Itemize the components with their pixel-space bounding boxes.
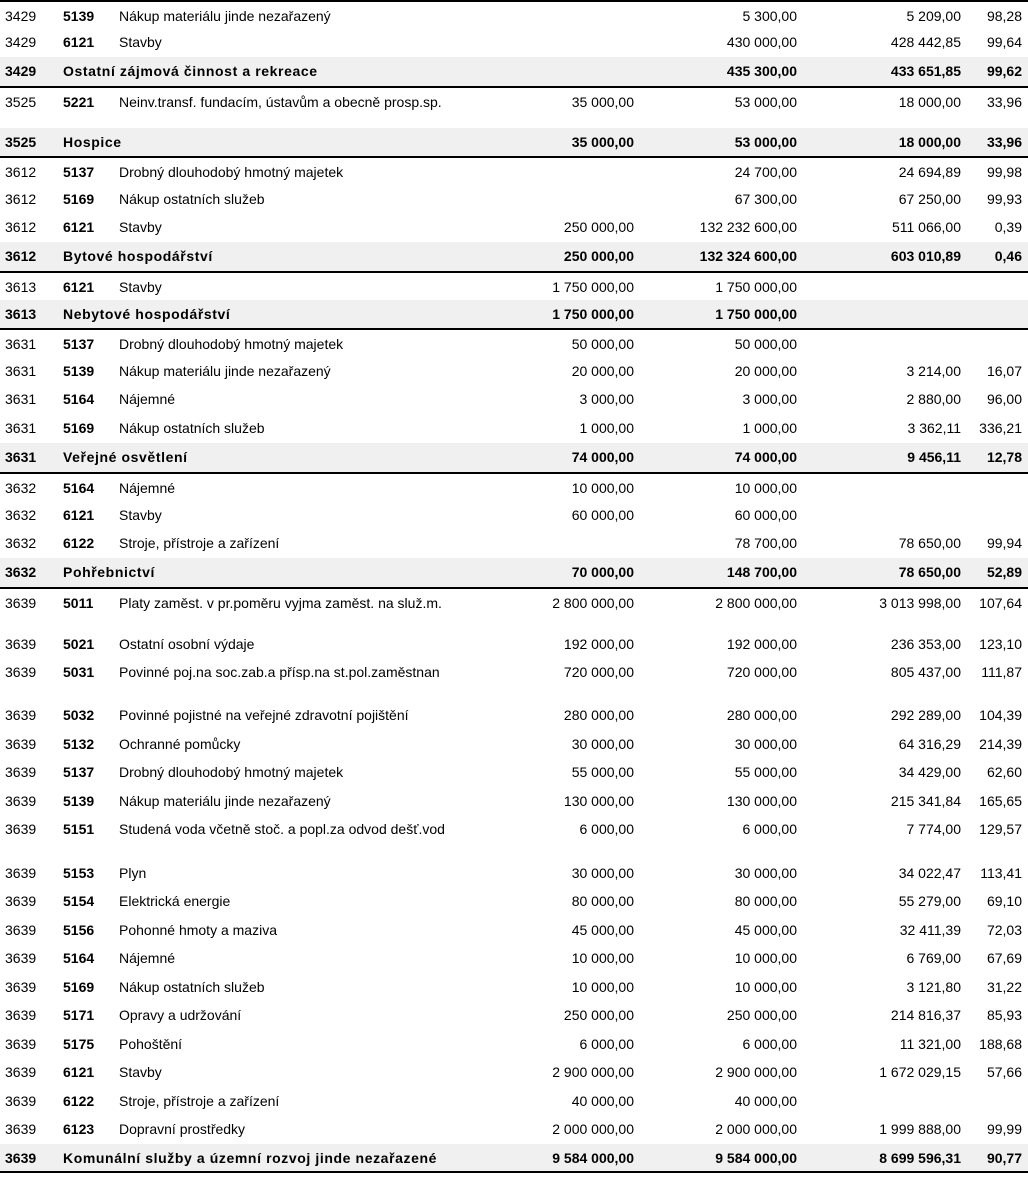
item-code: 6121 bbox=[63, 507, 95, 523]
paragraph-code: 3429 bbox=[5, 8, 37, 24]
item-name: Dopravní prostředky bbox=[119, 1121, 246, 1137]
budget-approved: 10 000,00 bbox=[571, 979, 634, 995]
percent-fulfilled: 99,99 bbox=[986, 1121, 1022, 1137]
budget-approved: 9 584 000,00 bbox=[552, 1150, 634, 1166]
paragraph-code: 3639 bbox=[5, 821, 37, 837]
actual-spent: 292 289,00 bbox=[890, 707, 961, 723]
actual-spent: 5 209,00 bbox=[906, 8, 961, 24]
percent-fulfilled: 99,64 bbox=[986, 34, 1022, 50]
actual-spent: 3 214,00 bbox=[906, 363, 961, 379]
budget-adjusted: 10 000,00 bbox=[734, 950, 797, 966]
table-row bbox=[0, 414, 1028, 443]
subtotal-row bbox=[0, 300, 1028, 328]
budget-adjusted: 55 000,00 bbox=[734, 764, 797, 780]
actual-spent: 78 650,00 bbox=[898, 535, 961, 551]
item-name: Elektrická energie bbox=[119, 893, 231, 909]
percent-fulfilled: 12,78 bbox=[986, 449, 1022, 465]
item-code: 5151 bbox=[63, 821, 95, 837]
budget-adjusted: 132 324 600,00 bbox=[699, 248, 797, 264]
actual-spent: 7 774,00 bbox=[906, 821, 961, 837]
item-code: 5139 bbox=[63, 8, 95, 24]
percent-fulfilled: 96,00 bbox=[986, 391, 1022, 407]
paragraph-code: 3639 bbox=[5, 1150, 37, 1166]
item-code: 5171 bbox=[63, 1007, 95, 1023]
subtotal-row bbox=[0, 57, 1028, 86]
paragraph-code: 3631 bbox=[5, 420, 37, 436]
table-row bbox=[0, 28, 1028, 57]
table-row bbox=[0, 630, 1028, 658]
budget-adjusted: 250 000,00 bbox=[726, 1007, 797, 1023]
percent-fulfilled: 104,39 bbox=[979, 707, 1022, 723]
item-code: 5169 bbox=[63, 191, 95, 207]
item-name: Ostatní osobní výdaje bbox=[119, 636, 255, 652]
paragraph-code: 3632 bbox=[5, 480, 37, 496]
item-code: 5137 bbox=[63, 336, 95, 352]
budget-approved: 50 000,00 bbox=[571, 336, 634, 352]
paragraph-code: 3631 bbox=[5, 391, 37, 407]
percent-fulfilled: 99,62 bbox=[986, 63, 1022, 79]
table-row bbox=[0, 587, 1028, 630]
percent-fulfilled: 188,68 bbox=[979, 1036, 1022, 1052]
table-row bbox=[0, 887, 1028, 916]
table-row bbox=[0, 815, 1028, 859]
paragraph-code: 3612 bbox=[5, 248, 37, 264]
item-code: 5137 bbox=[63, 764, 95, 780]
actual-spent: 18 000,00 bbox=[898, 134, 961, 150]
budget-approved: 1 750 000,00 bbox=[552, 279, 634, 295]
item-name: Studená voda včetně stoč. a popl.za odvod dešť.vod bbox=[119, 821, 445, 837]
budget-approved: 35 000,00 bbox=[571, 134, 634, 150]
percent-fulfilled: 113,41 bbox=[980, 865, 1022, 881]
table-row bbox=[0, 730, 1028, 758]
budget-adjusted: 74 000,00 bbox=[734, 449, 797, 465]
percent-fulfilled: 214,39 bbox=[979, 736, 1022, 752]
paragraph-code: 3639 bbox=[5, 1007, 37, 1023]
actual-spent: 34 022,47 bbox=[898, 865, 961, 881]
paragraph-code: 3639 bbox=[5, 1093, 37, 1109]
percent-fulfilled: 67,69 bbox=[986, 950, 1022, 966]
budget-adjusted: 80 000,00 bbox=[734, 893, 797, 909]
paragraph-code: 3639 bbox=[5, 1064, 37, 1080]
item-name: Stavby bbox=[119, 507, 162, 523]
budget-approved: 40 000,00 bbox=[571, 1093, 634, 1109]
item-name: Pohoštění bbox=[119, 1036, 183, 1052]
percent-fulfilled: 31,22 bbox=[986, 979, 1022, 995]
item-name: Nákup materiálu jinde nezařazený bbox=[119, 363, 331, 379]
budget-approved: 30 000,00 bbox=[571, 865, 634, 881]
item-code: 5175 bbox=[63, 1036, 95, 1052]
item-code: 5169 bbox=[63, 979, 95, 995]
budget-adjusted: 30 000,00 bbox=[734, 736, 797, 752]
table-row bbox=[0, 529, 1028, 558]
paragraph-code: 3639 bbox=[5, 707, 37, 723]
percent-fulfilled: 107,64 bbox=[979, 595, 1022, 611]
actual-spent: 1 672 029,15 bbox=[879, 1064, 961, 1080]
actual-spent: 428 442,85 bbox=[890, 34, 961, 50]
item-code: 5021 bbox=[63, 636, 95, 652]
item-code: 5139 bbox=[63, 793, 95, 809]
table-row bbox=[0, 385, 1028, 414]
actual-spent: 24 694,89 bbox=[898, 164, 961, 180]
item-code: 5032 bbox=[63, 707, 95, 723]
paragraph-code: 3631 bbox=[5, 363, 37, 379]
paragraph-code: 3613 bbox=[5, 306, 37, 322]
budget-approved: 30 000,00 bbox=[571, 736, 634, 752]
budget-approved: 74 000,00 bbox=[571, 449, 634, 465]
table-row bbox=[0, 787, 1028, 815]
budget-approved: 70 000,00 bbox=[571, 564, 634, 580]
budget-adjusted: 130 000,00 bbox=[726, 793, 797, 809]
table-row bbox=[0, 86, 1028, 128]
item-code: 6122 bbox=[63, 1093, 95, 1109]
table-row bbox=[0, 472, 1028, 501]
item-code: 6121 bbox=[63, 219, 95, 235]
subtotal-label: Ostatní zájmová činnost a rekreace bbox=[63, 63, 318, 79]
budget-approved: 35 000,00 bbox=[571, 94, 634, 110]
item-code: 5153 bbox=[63, 865, 95, 881]
item-name: Platy zaměst. v pr.poměru vyjma zaměst. na služ.m. bbox=[119, 595, 442, 611]
item-code: 5221 bbox=[63, 94, 95, 110]
actual-spent: 6 769,00 bbox=[906, 950, 961, 966]
budget-adjusted: 53 000,00 bbox=[734, 134, 797, 150]
subtotal-row bbox=[0, 242, 1028, 271]
item-code: 6121 bbox=[63, 1064, 95, 1080]
table-row bbox=[0, 156, 1028, 185]
paragraph-code: 3429 bbox=[5, 63, 37, 79]
budget-adjusted: 430 000,00 bbox=[726, 34, 797, 50]
item-name: Stavby bbox=[119, 279, 162, 295]
paragraph-code: 3632 bbox=[5, 507, 37, 523]
subtotal-row bbox=[0, 443, 1028, 472]
budget-adjusted: 148 700,00 bbox=[726, 564, 797, 580]
item-name: Stavby bbox=[119, 34, 162, 50]
table-row bbox=[0, 1001, 1028, 1030]
percent-fulfilled: 33,96 bbox=[986, 94, 1022, 110]
percent-fulfilled: 69,10 bbox=[986, 893, 1022, 909]
actual-spent: 55 279,00 bbox=[898, 893, 961, 909]
paragraph-code: 3639 bbox=[5, 922, 37, 938]
item-name: Drobný dlouhodobý hmotný majetek bbox=[119, 164, 344, 180]
table-row bbox=[0, 758, 1028, 787]
item-name: Plyn bbox=[119, 865, 147, 881]
budget-adjusted: 45 000,00 bbox=[734, 922, 797, 938]
percent-fulfilled: 99,98 bbox=[986, 164, 1022, 180]
percent-fulfilled: 0,39 bbox=[994, 219, 1022, 235]
budget-adjusted: 67 300,00 bbox=[734, 191, 797, 207]
budget-adjusted: 1 750 000,00 bbox=[715, 306, 797, 322]
budget-adjusted: 2 900 000,00 bbox=[715, 1064, 797, 1080]
budget-approved: 6 000,00 bbox=[579, 1036, 634, 1052]
budget-adjusted: 2 800 000,00 bbox=[715, 595, 797, 611]
item-code: 5169 bbox=[63, 420, 95, 436]
subtotal-label: Hospice bbox=[63, 134, 122, 150]
percent-fulfilled: 90,77 bbox=[986, 1150, 1022, 1166]
budget-adjusted: 720 000,00 bbox=[726, 664, 797, 680]
subtotal-label: Veřejné osvětlení bbox=[63, 449, 188, 465]
percent-fulfilled: 16,07 bbox=[986, 363, 1022, 379]
paragraph-code: 3639 bbox=[5, 979, 37, 995]
subtotal-row bbox=[0, 558, 1028, 587]
item-code: 5031 bbox=[63, 664, 95, 680]
actual-spent: 11 321,00 bbox=[899, 1036, 961, 1052]
actual-spent: 64 316,29 bbox=[898, 736, 961, 752]
actual-spent: 603 010,89 bbox=[890, 248, 961, 264]
budget-approved: 192 000,00 bbox=[563, 636, 634, 652]
budget-approved: 80 000,00 bbox=[571, 893, 634, 909]
actual-spent: 9 456,11 bbox=[907, 449, 961, 465]
budget-adjusted: 2 000 000,00 bbox=[715, 1121, 797, 1137]
item-name: Stroje, přístroje a zařízení bbox=[119, 1093, 280, 1109]
paragraph-code: 3639 bbox=[5, 793, 37, 809]
paragraph-code: 3639 bbox=[5, 1036, 37, 1052]
subtotal-label: Bytové hospodářství bbox=[63, 248, 213, 264]
paragraph-code: 3525 bbox=[5, 134, 37, 150]
actual-spent: 215 341,84 bbox=[890, 793, 961, 809]
item-code: 5137 bbox=[63, 164, 95, 180]
item-name: Nájemné bbox=[119, 480, 176, 496]
item-code: 5164 bbox=[63, 950, 95, 966]
table-row bbox=[0, 973, 1028, 1001]
item-code: 5156 bbox=[63, 922, 95, 938]
paragraph-code: 3639 bbox=[5, 764, 37, 780]
actual-spent: 3 121,80 bbox=[906, 979, 961, 995]
table-row bbox=[0, 185, 1028, 213]
percent-fulfilled: 129,57 bbox=[979, 821, 1022, 837]
percent-fulfilled: 62,60 bbox=[986, 764, 1022, 780]
table-row bbox=[0, 1087, 1028, 1115]
item-name: Ochranné pomůcky bbox=[119, 736, 241, 752]
budget-adjusted: 6 000,00 bbox=[742, 1036, 797, 1052]
actual-spent: 32 411,39 bbox=[899, 922, 961, 938]
budget-adjusted: 78 700,00 bbox=[734, 535, 797, 551]
table-row bbox=[0, 1115, 1028, 1144]
paragraph-code: 3639 bbox=[5, 893, 37, 909]
actual-spent: 433 651,85 bbox=[890, 63, 961, 79]
subtotal-row bbox=[0, 1144, 1028, 1173]
table-row bbox=[0, 944, 1028, 973]
budget-approved: 720 000,00 bbox=[563, 664, 634, 680]
budget-approved: 2 900 000,00 bbox=[552, 1064, 634, 1080]
percent-fulfilled: 123,10 bbox=[979, 636, 1022, 652]
actual-spent: 34 429,00 bbox=[898, 764, 961, 780]
table-row bbox=[0, 916, 1028, 944]
item-code: 5164 bbox=[63, 391, 95, 407]
percent-fulfilled: 52,89 bbox=[986, 564, 1022, 580]
budget-approved: 250 000,00 bbox=[563, 248, 634, 264]
percent-fulfilled: 165,65 bbox=[979, 793, 1022, 809]
budget-adjusted: 280 000,00 bbox=[726, 707, 797, 723]
actual-spent: 2 880,00 bbox=[906, 391, 961, 407]
budget-approved: 2 000 000,00 bbox=[552, 1121, 634, 1137]
budget-approved: 1 750 000,00 bbox=[552, 306, 634, 322]
actual-spent: 214 816,37 bbox=[890, 1007, 961, 1023]
item-name: Drobný dlouhodobý hmotný majetek bbox=[119, 764, 344, 780]
item-name: Nákup ostatních služeb bbox=[119, 191, 265, 207]
budget-approved: 2 800 000,00 bbox=[552, 595, 634, 611]
budget-adjusted: 1 000,00 bbox=[742, 420, 797, 436]
paragraph-code: 3639 bbox=[5, 595, 37, 611]
table-row bbox=[0, 328, 1028, 357]
budget-adjusted: 3 000,00 bbox=[742, 391, 797, 407]
budget-approved: 60 000,00 bbox=[571, 507, 634, 523]
item-code: 6123 bbox=[63, 1121, 95, 1137]
actual-spent: 8 699 596,31 bbox=[879, 1150, 961, 1166]
item-name: Povinné pojistné na veřejné zdravotní pojištění bbox=[119, 707, 409, 723]
table-row bbox=[0, 859, 1028, 887]
percent-fulfilled: 99,94 bbox=[986, 535, 1022, 551]
subtotal-label: Komunální služby a územní rozvoj jinde nezařazené bbox=[63, 1150, 438, 1166]
percent-fulfilled: 98,28 bbox=[986, 8, 1022, 24]
paragraph-code: 3631 bbox=[5, 336, 37, 352]
subtotal-label: Pohřebnictví bbox=[63, 564, 155, 580]
percent-fulfilled: 57,66 bbox=[986, 1064, 1022, 1080]
budget-adjusted: 5 300,00 bbox=[742, 8, 797, 24]
item-name: Stavby bbox=[119, 1064, 162, 1080]
item-name: Nájemné bbox=[119, 950, 176, 966]
paragraph-code: 3639 bbox=[5, 1121, 37, 1137]
budget-approved: 3 000,00 bbox=[579, 391, 634, 407]
budget-adjusted: 132 232 600,00 bbox=[699, 219, 797, 235]
item-name: Nákup materiálu jinde nezařazený bbox=[119, 793, 331, 809]
budget-adjusted: 6 000,00 bbox=[742, 821, 797, 837]
budget-approved: 280 000,00 bbox=[563, 707, 634, 723]
item-code: 6122 bbox=[63, 535, 95, 551]
budget-approved: 130 000,00 bbox=[563, 793, 634, 809]
paragraph-code: 3632 bbox=[5, 564, 37, 580]
budget-adjusted: 50 000,00 bbox=[734, 336, 797, 352]
budget-adjusted: 53 000,00 bbox=[734, 94, 797, 110]
item-name: Drobný dlouhodobý hmotný majetek bbox=[119, 336, 344, 352]
paragraph-code: 3525 bbox=[5, 94, 37, 110]
item-code: 5011 bbox=[63, 595, 94, 611]
subtotal-label: Nebytové hospodářství bbox=[63, 306, 231, 322]
budget-approved: 250 000,00 bbox=[563, 1007, 634, 1023]
percent-fulfilled: 99,93 bbox=[986, 191, 1022, 207]
actual-spent: 3 013 998,00 bbox=[879, 595, 961, 611]
paragraph-code: 3612 bbox=[5, 191, 37, 207]
paragraph-code: 3612 bbox=[5, 219, 37, 235]
item-name: Povinné poj.na soc.zab.a přísp.na st.pol.zaměstnan bbox=[119, 664, 440, 680]
item-name: Opravy a udržování bbox=[119, 1007, 242, 1023]
paragraph-code: 3613 bbox=[5, 279, 37, 295]
paragraph-code: 3612 bbox=[5, 164, 37, 180]
table-row bbox=[0, 1058, 1028, 1087]
paragraph-code: 3632 bbox=[5, 535, 37, 551]
budget-approved: 1 000,00 bbox=[579, 420, 634, 436]
actual-spent: 1 999 888,00 bbox=[879, 1121, 961, 1137]
budget-adjusted: 24 700,00 bbox=[734, 164, 797, 180]
table-row bbox=[0, 701, 1028, 730]
budget-approved: 6 000,00 bbox=[579, 821, 634, 837]
item-name: Stroje, přístroje a zařízení bbox=[119, 535, 280, 551]
percent-fulfilled: 336,21 bbox=[979, 420, 1022, 436]
item-name: Pohonné hmoty a maziva bbox=[119, 922, 277, 938]
table-row bbox=[0, 271, 1028, 300]
paragraph-code: 3631 bbox=[5, 449, 37, 465]
budget-approved: 45 000,00 bbox=[571, 922, 634, 938]
actual-spent: 67 250,00 bbox=[898, 191, 961, 207]
budget-adjusted: 9 584 000,00 bbox=[715, 1150, 797, 1166]
item-code: 5164 bbox=[63, 480, 95, 496]
budget-adjusted: 10 000,00 bbox=[734, 979, 797, 995]
budget-approved: 10 000,00 bbox=[571, 480, 634, 496]
budget-adjusted: 60 000,00 bbox=[734, 507, 797, 523]
percent-fulfilled: 0,46 bbox=[994, 248, 1022, 264]
table-row bbox=[0, 357, 1028, 385]
budget-adjusted: 20 000,00 bbox=[734, 363, 797, 379]
actual-spent: 78 650,00 bbox=[898, 564, 961, 580]
actual-spent: 236 353,00 bbox=[890, 636, 961, 652]
item-name: Nákup materiálu jinde nezařazený bbox=[119, 8, 331, 24]
table-row bbox=[0, 1030, 1028, 1058]
percent-fulfilled: 111,87 bbox=[981, 664, 1022, 680]
item-name: Stavby bbox=[119, 219, 162, 235]
item-name: Nákup ostatních služeb bbox=[119, 420, 265, 436]
item-code: 5139 bbox=[63, 363, 95, 379]
actual-spent: 805 437,00 bbox=[890, 664, 961, 680]
item-name: Neinv.transf. fundacím, ústavům a obecně prosp.sp. bbox=[119, 94, 442, 110]
budget-adjusted: 30 000,00 bbox=[734, 865, 797, 881]
paragraph-code: 3639 bbox=[5, 865, 37, 881]
percent-fulfilled: 85,93 bbox=[986, 1007, 1022, 1023]
item-code: 6121 bbox=[63, 279, 95, 295]
paragraph-code: 3429 bbox=[5, 34, 37, 50]
paragraph-code: 3639 bbox=[5, 736, 37, 752]
budget-approved: 20 000,00 bbox=[571, 363, 634, 379]
actual-spent: 511 066,00 bbox=[891, 219, 961, 235]
budget-approved: 10 000,00 bbox=[571, 950, 634, 966]
paragraph-code: 3639 bbox=[5, 636, 37, 652]
budget-adjusted: 10 000,00 bbox=[734, 480, 797, 496]
item-name: Nákup ostatních služeb bbox=[119, 979, 265, 995]
item-code: 5132 bbox=[63, 736, 95, 752]
item-name: Nájemné bbox=[119, 391, 176, 407]
table-row bbox=[0, 501, 1028, 529]
budget-adjusted: 435 300,00 bbox=[726, 63, 797, 79]
percent-fulfilled: 33,96 bbox=[986, 134, 1022, 150]
table-row bbox=[0, 0, 1028, 28]
paragraph-code: 3639 bbox=[5, 664, 37, 680]
actual-spent: 3 362,11 bbox=[907, 420, 961, 436]
budget-approved: 55 000,00 bbox=[571, 764, 634, 780]
item-code: 6121 bbox=[63, 34, 95, 50]
table-row bbox=[0, 658, 1028, 701]
percent-fulfilled: 72,03 bbox=[986, 922, 1022, 938]
subtotal-row bbox=[0, 128, 1028, 156]
actual-spent: 18 000,00 bbox=[898, 94, 961, 110]
item-code: 5154 bbox=[63, 893, 95, 909]
table-row bbox=[0, 213, 1028, 242]
budget-adjusted: 192 000,00 bbox=[726, 636, 797, 652]
budget-adjusted: 1 750 000,00 bbox=[715, 279, 797, 295]
paragraph-code: 3639 bbox=[5, 950, 37, 966]
budget-adjusted: 40 000,00 bbox=[734, 1093, 797, 1109]
budget-approved: 250 000,00 bbox=[563, 219, 634, 235]
